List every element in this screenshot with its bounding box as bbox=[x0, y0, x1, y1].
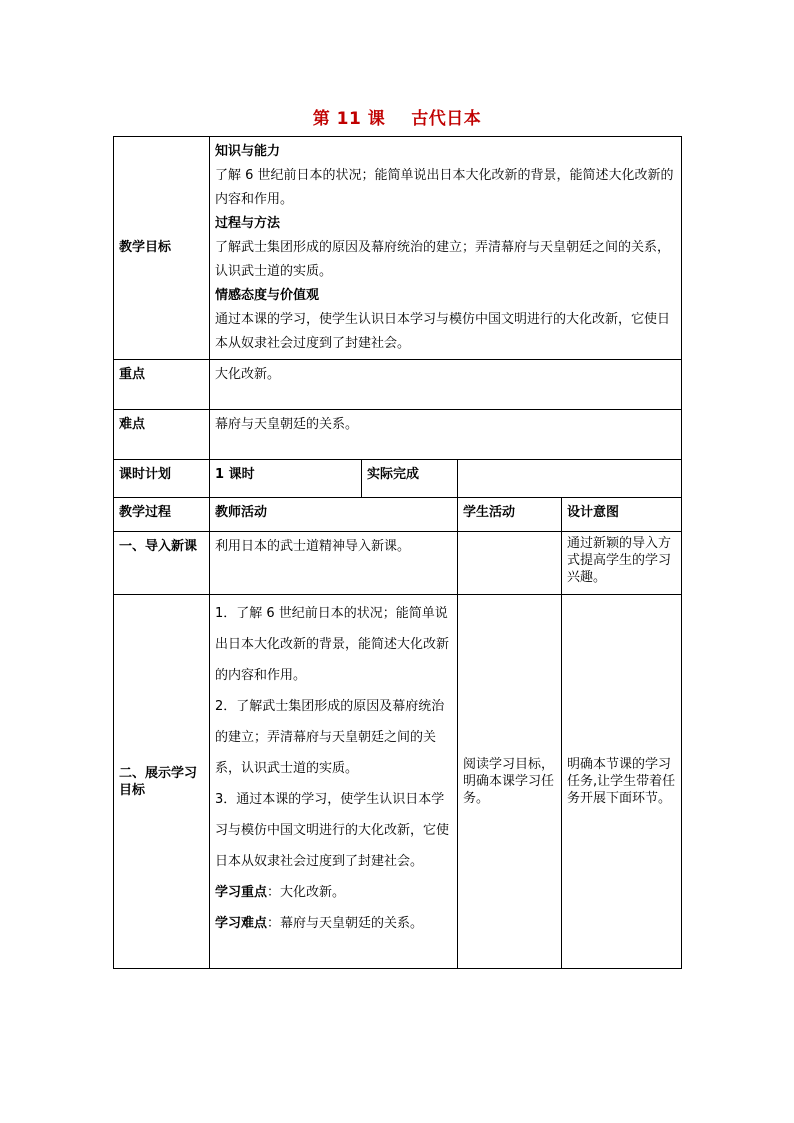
schedule-label: 课时计划 bbox=[114, 460, 210, 498]
objectives-teacher bbox=[210, 595, 458, 969]
objective-item-2: 2．了解武士集团形成的原因及幕府统治的建立；弄清幕府与天皇朝廷之间的关系，认识武士道的实质。 bbox=[215, 699, 445, 776]
page-title bbox=[0, 104, 794, 129]
process-header-row bbox=[114, 498, 682, 532]
objectives-step: 二、展示学习目标 bbox=[114, 595, 210, 969]
study-difficulty-label: 学习难点 bbox=[215, 916, 268, 931]
study-difficulty bbox=[215, 908, 452, 939]
header-intent: 设计意图 bbox=[562, 498, 682, 532]
objectives-row bbox=[114, 595, 682, 969]
actual-label: 实际完成 bbox=[362, 460, 458, 498]
emotion-heading: 情感态度与价值观 bbox=[215, 288, 320, 303]
lesson-plan-table bbox=[113, 136, 682, 969]
header-process: 教学过程 bbox=[114, 498, 210, 532]
study-key-label: 学习重点 bbox=[215, 885, 268, 900]
objectives-intent: 明确本节课的学习任务,让学生带着任务开展下面环节。 bbox=[562, 595, 682, 969]
key-point-label: 重点 bbox=[114, 360, 210, 410]
schedule-row bbox=[114, 460, 682, 498]
difficulty-value: 幕府与天皇朝廷的关系。 bbox=[210, 410, 682, 460]
emotion-text: 通过本课的学习，使学生认识日本学习与模仿中国文明进行的大化改新，它使日本从奴隶社会过度到了封建社会。 bbox=[215, 312, 671, 351]
goals-content bbox=[210, 137, 682, 360]
process-heading: 过程与方法 bbox=[215, 216, 281, 231]
intro-student bbox=[458, 532, 562, 595]
objective-item-3: 3．通过本课的学习，使学生认识日本学习与模仿中国文明进行的大化改新，它使日本从奴隶社会过度到了封建社会。 bbox=[215, 792, 450, 869]
process-text: 了解武士集团形成的原因及幕府统治的建立；弄清幕府与天皇朝廷之间的关系，认识武士道的实质。 bbox=[215, 240, 671, 279]
goals-row bbox=[114, 137, 682, 360]
study-key-value: ：大化改新。 bbox=[267, 885, 346, 900]
lesson-number: 第 11 课 bbox=[312, 109, 386, 129]
intro-step: 一、导入新课 bbox=[114, 532, 210, 595]
header-teacher: 教师活动 bbox=[210, 498, 458, 532]
difficulty-label: 难点 bbox=[114, 410, 210, 460]
key-point-value: 大化改新。 bbox=[210, 360, 682, 410]
intro-row bbox=[114, 532, 682, 595]
study-difficulty-value: ：幕府与天皇朝廷的关系。 bbox=[267, 916, 424, 931]
lesson-name: 古代日本 bbox=[411, 109, 482, 129]
key-point-row bbox=[114, 360, 682, 410]
goals-label: 教学目标 bbox=[114, 137, 210, 360]
header-student: 学生活动 bbox=[458, 498, 562, 532]
objective-item-1: 1．了解 6 世纪前日本的状况；能简单说出日本大化改新的背景，能简述大化改新的内容和作用。 bbox=[215, 606, 450, 683]
knowledge-heading: 知识与能力 bbox=[215, 144, 281, 159]
knowledge-text: 了解 6 世纪前日本的状况；能简单说出日本大化改新的背景，能简述大化改新的内容和作用。 bbox=[215, 168, 674, 207]
intro-intent: 通过新颖的导入方式提高学生的学习兴趣。 bbox=[562, 532, 682, 595]
schedule-value: 1 课时 bbox=[210, 460, 362, 498]
study-key bbox=[215, 877, 452, 908]
intro-teacher: 利用日本的武士道精神导入新课。 bbox=[210, 532, 458, 595]
difficulty-row bbox=[114, 410, 682, 460]
objectives-student: 阅读学习目标，明确本课学习任务。 bbox=[458, 595, 562, 969]
actual-value bbox=[458, 460, 682, 498]
